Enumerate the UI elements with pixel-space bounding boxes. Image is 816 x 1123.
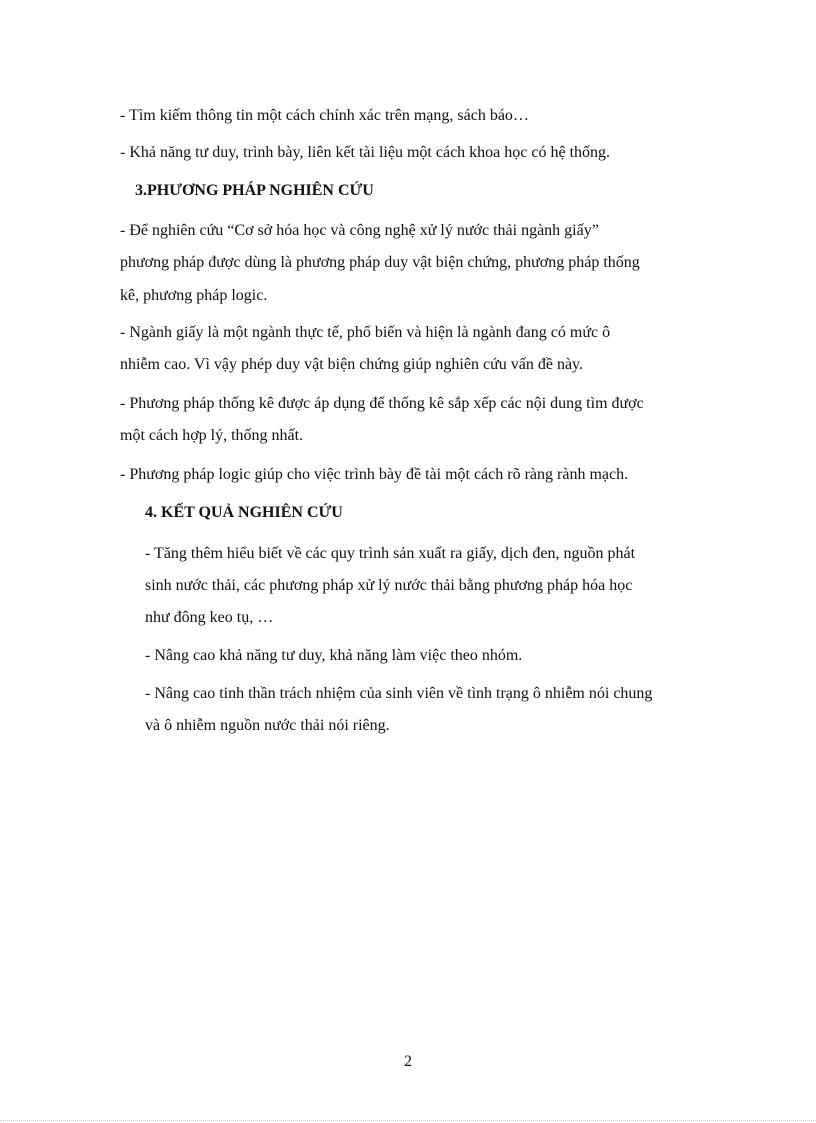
section3-heading: 3.PHƯƠNG PHÁP NGHIÊN CỨU (135, 182, 374, 199)
section4-para2-line1: - Nâng cao khả năng tư duy, khả năng làm việc theo nhóm. (145, 647, 523, 664)
bullet-search-info: - Tìm kiếm thông tin một cách chính xác trên mạng, sách báo… (120, 107, 529, 124)
page-bottom-divider (0, 1120, 816, 1121)
section4-para3-line1: - Nâng cao tinh thần trách nhiệm của sinh viên về tình trạng ô nhiễm nói chung (145, 685, 653, 702)
section3-para3-line2: một cách hợp lý, thống nhất. (120, 427, 304, 444)
section4-para1-line2: sinh nước thải, các phương pháp xử lý nước thải bằng phương pháp hóa học (145, 577, 633, 594)
page-number: 2 (404, 1053, 412, 1070)
section4-para1-line1: - Tăng thêm hiểu biết về các quy trình sản xuất ra giấy, dịch đen, nguồn phát (145, 545, 636, 562)
section3-para1-line1: - Để nghiên cứu “Cơ sở hóa học và công nghệ xử lý nước thải ngành giấy” (120, 222, 599, 239)
section3-para1-line2: phương pháp được dùng là phương pháp duy vật biện chứng, phương pháp thống (120, 254, 640, 271)
bullet-thinking-skills: - Khả năng tư duy, trình bày, liên kết tài liệu một cách khoa học có hệ thống. (120, 144, 611, 161)
section3-para4-line1: - Phương pháp logic giúp cho việc trình bày đề tài một cách rõ ràng rành mạch. (120, 466, 629, 483)
section3-para1-line3: kê, phương pháp logic. (120, 287, 268, 304)
section4-para3-line2: và ô nhiễm nguồn nước thải nói riêng. (145, 717, 390, 734)
section3-para2-line2: nhiễm cao. Vì vậy phép duy vật biện chứng giúp nghiên cứu vấn đề này. (120, 356, 584, 373)
section3-para3-line1: - Phương pháp thống kê được áp dụng để thống kê sắp xếp các nội dung tìm được (120, 395, 644, 412)
section3-para2-line1: - Ngành giấy là một ngành thực tế, phổ biến và hiện là ngành đang có mức ô (120, 324, 611, 341)
section4-heading: 4. KẾT QUẢ NGHIÊN CỨU (145, 504, 343, 521)
section4-para1-line3: như đông keo tụ, … (145, 609, 274, 626)
